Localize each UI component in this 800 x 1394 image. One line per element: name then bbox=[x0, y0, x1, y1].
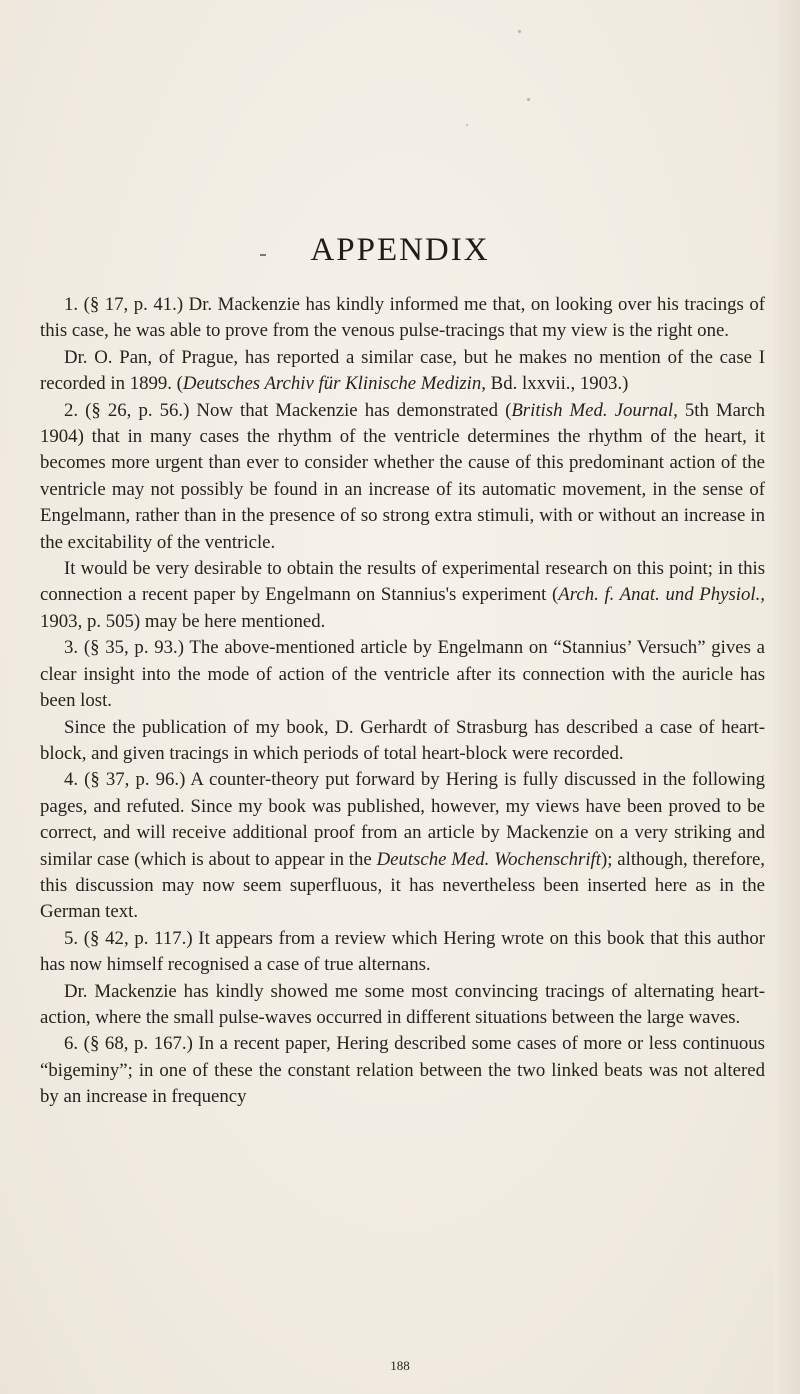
paragraph-text: 5. (§ 42, p. 117.) It appears from a review which Hering wrote on this book that this author has now himself recognised a case of true alternans. bbox=[40, 927, 765, 976]
citation-title: Arch. f. Anat. und Physiol., bbox=[558, 584, 765, 606]
page-edge-shadow bbox=[774, 0, 800, 1394]
citation-title: Deutsche Med. Wochenschrift bbox=[376, 848, 601, 870]
appendix-paragraph bbox=[40, 926, 765, 979]
appendix-body bbox=[40, 292, 765, 1111]
paragraph-text: 3. (§ 35, p. 93.) The above-mentioned article by Engelmann on “Stannius’ Versuch” gives a clear insight into the mode of action of the ventricle after its connection with the auricle has been lost. bbox=[40, 637, 765, 712]
paragraph-text: 5th March 1904) that in many cases the rhythm of the ventricle determines the rhythm of the heart, it becomes more urgent than ever to consider whether the cause of this predominant action of the ventricle may not possibly be found in an increase of its automatic movement, in the sense of Engelmann, rather than in the presence of so strong extra stimuli, with or without an increase in the excitability of the ventricle. bbox=[40, 399, 765, 553]
appendix-paragraph bbox=[40, 767, 765, 925]
appendix-paragraph bbox=[40, 292, 765, 345]
appendix-paragraph bbox=[40, 635, 765, 714]
appendix-heading: APPENDIX bbox=[310, 232, 490, 268]
citation-title: British Med. Journal, bbox=[511, 399, 678, 421]
paper-speck bbox=[518, 30, 521, 33]
page-number: 188 bbox=[390, 1358, 410, 1373]
appendix-paragraph bbox=[40, 979, 765, 1032]
paragraph-text: 1903, p. 505) may be here mentioned. bbox=[40, 610, 326, 632]
paragraph-text: It would be very desirable to obtain the results of experimental research on this point; in this connection a recent paper by Engelmann on Stannius's experiment ( bbox=[40, 558, 765, 606]
paragraph-text: Since the publication of my book, D. Gerhardt of Strasburg has described a case of heart-block, and given tracings in which periods of total heart-block were recorded. bbox=[40, 716, 765, 764]
paragraph-text: Dr. O. Pan, of Prague, has reported a similar case, but he makes no mention of the case I recorded in 1899. ( bbox=[40, 346, 765, 395]
paragraph-text: 2. (§ 26, p. 56.) Now that Mackenzie has demonstrated ( bbox=[64, 399, 512, 421]
paper-speck bbox=[527, 98, 530, 101]
paragraph-text: 4. (§ 37, p. 96.) A counter-theory put forward by Hering is fully discussed in the following pages, and refuted. Since my book was published, however, my views have been proved to be correct, and will receive additional proof from an article by Mackenzie on a very striking and similar case (which is about to appear in the bbox=[40, 769, 765, 870]
paper-speck bbox=[466, 124, 468, 126]
appendix-paragraph bbox=[40, 1031, 765, 1110]
appendix-paragraph bbox=[40, 715, 765, 768]
citation-title: Deutsches Archiv für Klinische Medizin, bbox=[182, 373, 486, 395]
paragraph-text: ); although, therefore, this discussion may now seem superfluous, it has nevertheless been inserted here as in the German text. bbox=[40, 848, 765, 923]
appendix-paragraph bbox=[40, 398, 765, 556]
paragraph-text: Bd. lxxvii., 1903.) bbox=[485, 373, 629, 395]
paragraph-text: Dr. Mackenzie has kindly showed me some most convincing tracings of alternating heart-action, where the small pulse-waves occurred in different situations between the large waves. bbox=[40, 980, 765, 1028]
appendix-paragraph bbox=[40, 556, 765, 635]
paragraph-text: 6. (§ 68, p. 167.) In a recent paper, Hering described some cases of more or less continuous “bigeminy”; in one of these the constant relation between the two linked beats was not altered by an increase in frequency bbox=[40, 1033, 765, 1108]
paragraph-text: 1. (§ 17, p. 41.) Dr. Mackenzie has kindly informed me that, on looking over his tracings of this case, he was able to prove from the venous pulse-tracings that my view is the right one. bbox=[40, 294, 765, 342]
appendix-paragraph bbox=[40, 345, 765, 398]
